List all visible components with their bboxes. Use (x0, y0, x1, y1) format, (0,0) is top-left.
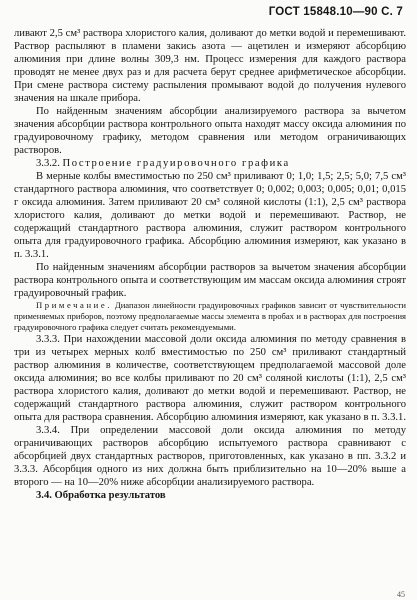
section-heading-3-3-2 (14, 157, 406, 170)
paragraph-3-3-3: 3.3.3. При нахождении массовой доли оксида алюминия по методу сравнения в три из четырех мерных колб вместимостью по 250 см³ приливают стандартный раствор алюминия в количестве, соответствующем предполагаемой массовой доле оксида алюминия; во все колбы приливают по 20 см³ соляной кислоты (1:1), 2,5 см³ раствора хлористого калия, доливают до метки водой и перемешивают. Раствор, не содержащий стандартного раствора алюминия, служит раствором контрольного опыта для раствора сравнения. Абсорбцию алюминия измеряют, как указано в п. 3.3.1. (14, 334, 406, 423)
paragraph-calibration-solutions: В мерные колбы вместимостью по 250 см³ приливают 0; 1,0; 1,5; 2,5; 5,0; 7,5 см³ стандартного раствора алюминия, что соответствует 0; 0,002; 0,003; 0,005; 0,01; 0,015 г оксида алюминия. Затем приливают 20 см³ соляной кислоты (1:1), 2,5 см³ раствора хлористого калия, доливают до метки водой и перемешивают. Раствор, не содержащий стандартного раствора алюминия, служит раствором контрольного опыта для градуировочного графика. Абсорбцию алюминия измеряют, как указано в п. 3.3.1. (14, 171, 406, 260)
section-heading-3-4: 3.4. Обработка результатов (36, 490, 166, 501)
note (14, 300, 406, 333)
paragraph-3-3-4: 3.3.4. При определении массовой доли оксида алюминия по методу ограничивающих растворов абсорбцию испытуемого раствора сравнивают с абсорбцией двух стандартных растворов, приготовленных, как указано в пп. 3.3.2 и 3.3.3. Абсорбция одного из них должна быть приблизительно на 10—20% выше а второго — на 10—20% ниже абсорбции анализируемого раствора. (14, 425, 406, 488)
section-number: 3.3.2. (36, 158, 63, 169)
paragraph-result-calculation: По найденным значениям абсорбции анализируемого раствора за вычетом значения абсорбции раствора контрольного опыта находят массу оксида алюминия по градуировочному графику, методом сравнения или методом ограничивающих растворов. (14, 106, 406, 156)
section-title: Построение градуировочного графика (62, 158, 290, 169)
note-label: Примечание. (36, 300, 113, 310)
document-body (14, 27, 406, 502)
page-header: ГОСТ 15848.10—90 С. 7 (268, 6, 403, 18)
paragraph-calibration-graph: По найденным значениям абсорбции растворов за вычетом значения абсорбции раствора контрольного опыта и соответствующим им массам оксида алюминия строят градуировочный график. (14, 262, 406, 299)
note-text: Диапазон линейности градуировочных графиков зависит от чувствительности применяемых приборов, поэтому предполагаемые массы элемента в пробах и в растворах для построения градуировочного графика следует считать рекомендуемыми. (14, 300, 406, 332)
paragraph-continuation: ливают 2,5 см³ раствора хлористого калия, доливают до метки водой и перемешивают. Раствор распыляют в пламени закись азота — ацетилен и измеряют абсорбцию алюминия при длине волны 309,3 нм. Процесс измерения для каждого раствора проводят не менее двух раз и для расчета берут среднее арифметическое абсорбции. При смене раствора систему распыления промывают водой до получения нулевого значения на шкале прибора. (14, 28, 406, 104)
page-footer-mark: 45 (397, 590, 405, 599)
